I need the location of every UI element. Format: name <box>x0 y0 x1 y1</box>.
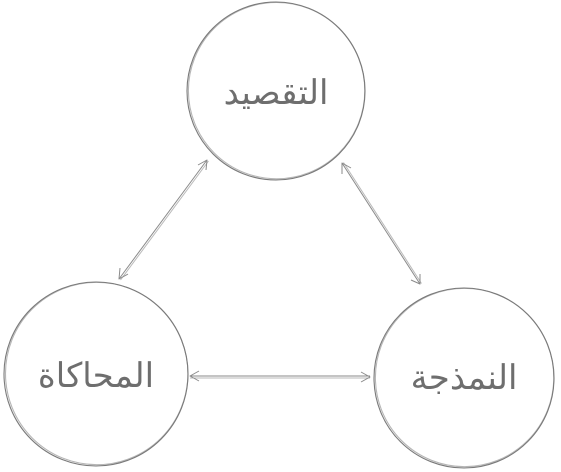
edge-targeting-simulation-line-sketch <box>121 161 209 280</box>
node-simulation-label: المحاكاة <box>37 356 155 396</box>
edge-simulation-modeling <box>190 371 370 382</box>
edge-targeting-modeling-line-sketch <box>344 163 422 284</box>
node-targeting <box>187 2 365 180</box>
edge-simulation-modeling-arrowhead-end <box>361 372 370 382</box>
edge-targeting-modeling <box>342 163 422 285</box>
node-modeling <box>374 288 554 468</box>
node-simulation <box>4 282 188 466</box>
edge-targeting-modeling-line <box>342 163 420 284</box>
edge-targeting-simulation-line <box>119 160 207 279</box>
node-targeting-label: التقصيد <box>223 73 329 113</box>
edge-targeting-simulation <box>119 160 209 280</box>
node-modeling-label: النمذجة <box>410 358 518 398</box>
